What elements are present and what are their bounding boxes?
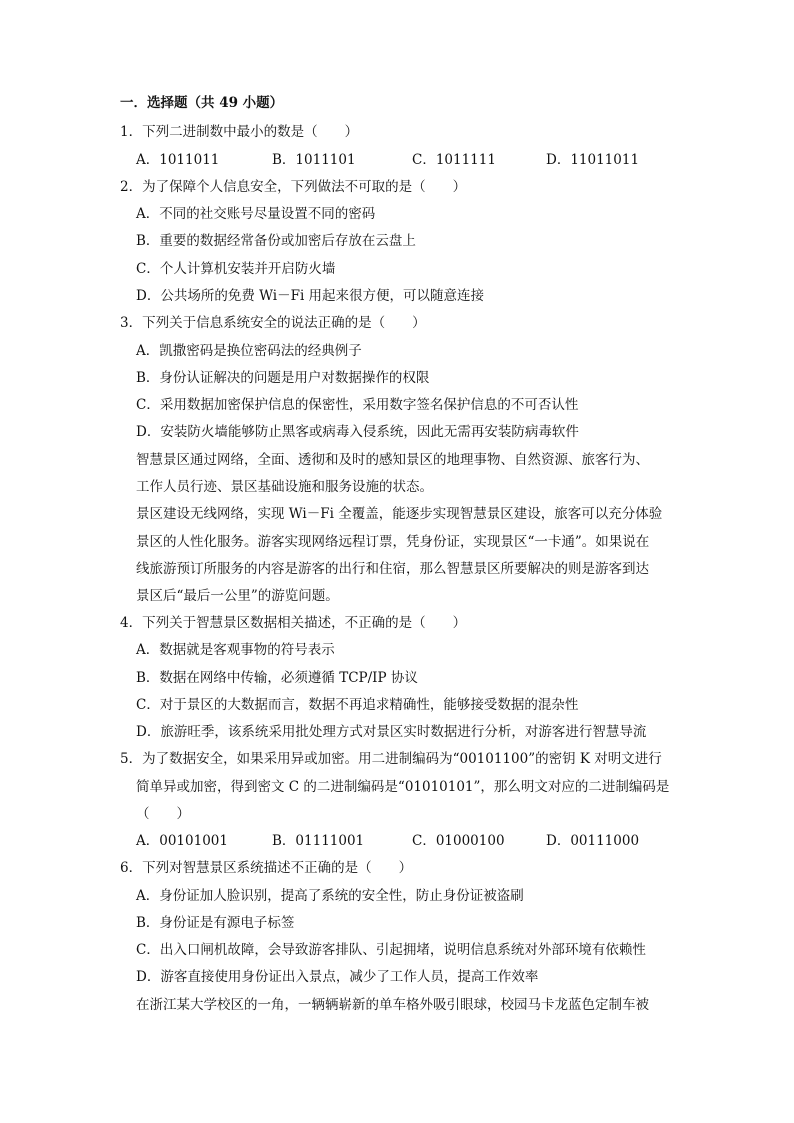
question-3-option-c: C．采用数据加密保护信息的保密性，采用数字签名保护信息的不可否认性 xyxy=(136,397,579,413)
question-2-option-b: B．重要的数据经常备份或加密后存放在云盘上 xyxy=(136,233,416,249)
passage-1-line: 智慧景区通过网络，全面、透彻和及时的感知景区的地理事物、自然资源、旅客行为、 xyxy=(136,452,649,468)
question-4-option-d: D．旅游旺季，该系统采用批处理方式对景区实时数据进行分析，对游客进行智慧导流 xyxy=(136,724,647,740)
question-5-option-d: D．00111000 xyxy=(546,833,640,849)
passage-2-line: 在浙江某大学校区的一角，一辆辆崭新的单车格外吸引眼球，校园马卡龙蓝色定制车被 xyxy=(136,997,649,1013)
question-1-option-d: D．11011011 xyxy=(546,152,640,168)
question-6-option-a: A．身份证加人脸识别，提高了系统的安全性，防止身份证被盗刷 xyxy=(136,888,524,904)
question-5-stem-line: （ ） xyxy=(136,806,190,822)
question-4-stem: 4．下列关于智慧景区数据相关描述，不正确的是（ ） xyxy=(120,615,467,631)
question-2-option-a: A．不同的社交账号尽量设置不同的密码 xyxy=(136,206,376,222)
question-5-option-c: C．01000100 xyxy=(412,833,505,849)
question-5-stem-line: 简单异或加密，得到密文 C 的二进制编码是“01010101”，那么明文对应的二进制编码是 xyxy=(136,779,670,795)
question-1-option-c: C．1011111 xyxy=(412,152,496,168)
question-6-stem: 6．下列对智慧景区系统描述不正确的是（ ） xyxy=(120,860,413,876)
question-3-option-b: B．身份认证解决的问题是用户对数据操作的权限 xyxy=(136,370,430,386)
question-5-option-b: B．01111001 xyxy=(272,833,365,849)
question-5-option-a: A．00101001 xyxy=(136,833,228,849)
section-title: 一．选择题（共 49 小题） xyxy=(120,95,284,111)
question-1-option-a: A．1011011 xyxy=(136,152,220,168)
question-4-option-c: C．对于景区的大数据而言，数据不再追求精确性，能够接受数据的混杂性 xyxy=(136,697,579,713)
question-4-option-b: B．数据在网络中传输，必须遵循 TCP/IP 协议 xyxy=(136,670,418,686)
question-2-stem: 2．为了保障个人信息安全，下列做法不可取的是（ ） xyxy=(120,179,467,195)
passage-1-line: 景区的人性化服务。游客实现网络远程订票，凭身份证，实现景区“一卡通”。如果说在 xyxy=(136,534,650,550)
question-6-option-d: D．游客直接使用身份证出入景点，减少了工作人员，提高工作效率 xyxy=(136,969,539,985)
question-2-option-c: C．个人计算机安装并开启防火墙 xyxy=(136,261,336,277)
question-4-option-a: A．数据就是客观事物的符号表示 xyxy=(136,642,335,658)
question-1-option-b: B．1011101 xyxy=(272,152,356,168)
passage-1-line: 景区后“最后一公里”的游览问题。 xyxy=(136,588,339,604)
question-1-stem: 1．下列二进制数中最小的数是（ ） xyxy=(120,124,359,140)
question-5-stem-line: 5．为了数据安全，如果采用异或加密。用二进制编码为“00101100”的密钥 K 对明文进行 xyxy=(120,751,662,767)
question-2-option-d: D．公共场所的免费 Wi－Fi 用起来很方便，可以随意连接 xyxy=(136,288,485,304)
question-3-option-a: A．凯撒密码是换位密码法的经典例子 xyxy=(136,343,362,359)
question-3-option-d: D．安装防火墙能够防止黑客或病毒入侵系统，因此无需再安装防病毒软件 xyxy=(136,424,579,440)
question-3-stem: 3．下列关于信息系统安全的说法正确的是（ ） xyxy=(120,315,426,331)
passage-1-line: 景区建设无线网络，实现 Wi－Fi 全覆盖，能逐步实现智慧景区建设，旅客可以充分体验 xyxy=(136,506,663,522)
question-6-option-b: B．身份证是有源电子标签 xyxy=(136,915,295,931)
question-6-option-c: C．出入口闸机故障，会导致游客排队、引起拥堵，说明信息系统对外部环境有依赖性 xyxy=(136,942,646,958)
passage-1-line: 线旅游预订所服务的内容是游客的出行和住宿，那么智慧景区所要解决的则是游客到达 xyxy=(136,561,649,577)
passage-1-line: 工作人员行迹、景区基础设施和服务设施的状态。 xyxy=(136,479,433,495)
